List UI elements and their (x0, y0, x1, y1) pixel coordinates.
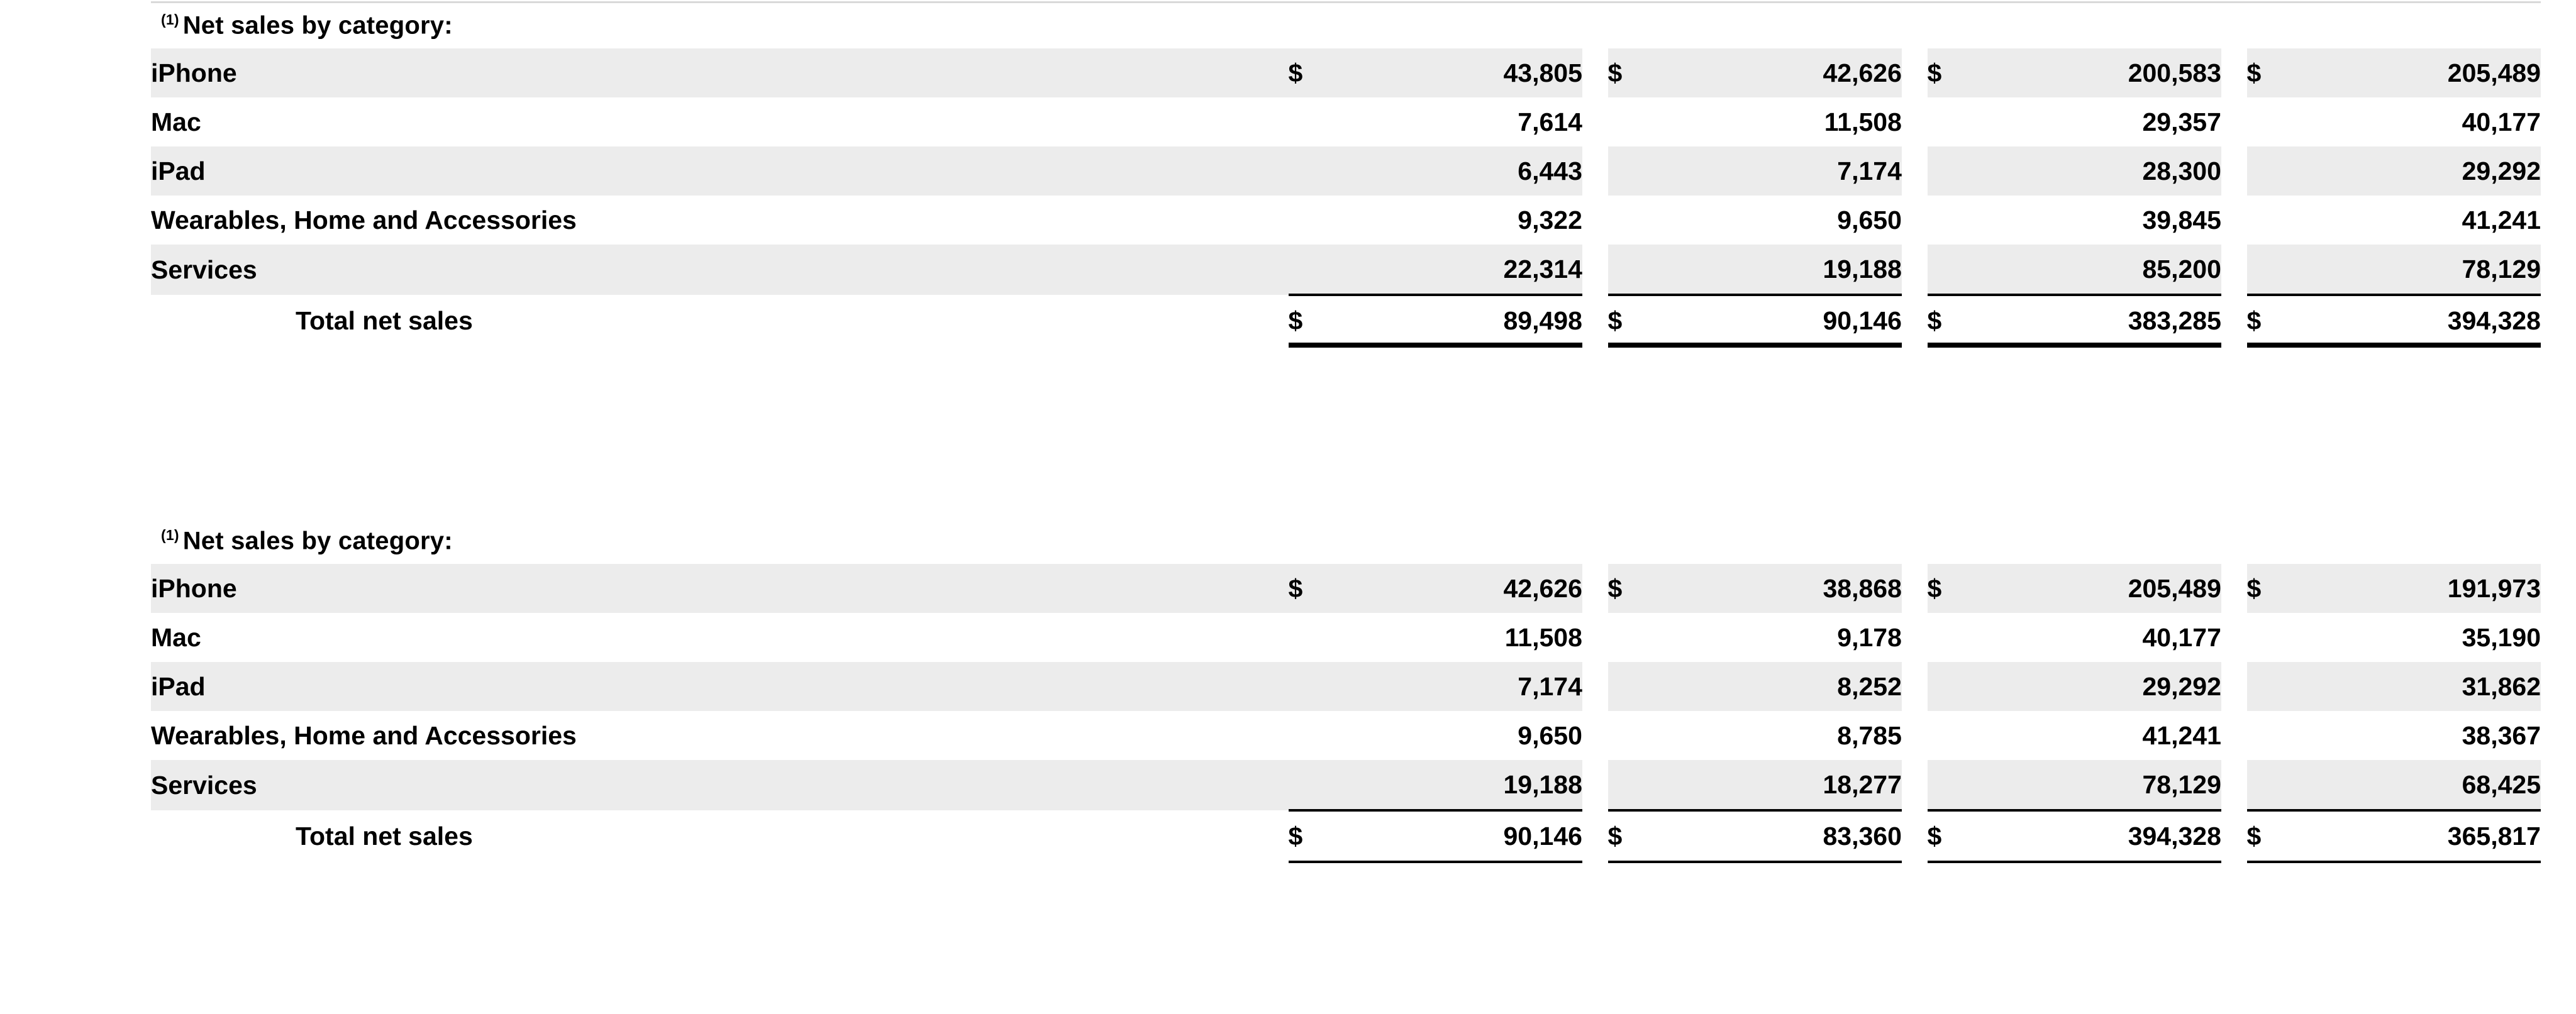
currency-symbol (1608, 146, 1679, 196)
value-cell: 78,129 (2317, 245, 2541, 295)
currency-symbol (2247, 760, 2318, 810)
currency-symbol (1928, 97, 1998, 146)
column-gap (1582, 564, 1608, 613)
value-cell: 7,174 (1358, 662, 1582, 711)
row-label: Wearables, Home and Accessories (151, 711, 1289, 760)
value-cell: 7,174 (1678, 146, 1902, 196)
currency-symbol: $ (1608, 295, 1679, 346)
table-row (151, 97, 2541, 146)
top-divider (151, 1, 2541, 3)
currency-symbol (1289, 196, 1359, 245)
spacer (2317, 862, 2541, 912)
value-cell: 68,425 (2317, 760, 2541, 810)
row-label: iPhone (151, 564, 1289, 613)
currency-symbol (1289, 613, 1359, 662)
currency-symbol (2247, 711, 2318, 760)
column-gap (1582, 662, 1608, 711)
spacer (2247, 862, 2318, 912)
column-gap (1902, 97, 1928, 146)
currency-symbol (1289, 97, 1359, 146)
currency-symbol: $ (2247, 295, 2318, 346)
value-cell: 9,650 (1358, 711, 1582, 760)
column-gap (2221, 295, 2247, 346)
table-row (151, 564, 2541, 613)
row-label: Wearables, Home and Accessories (151, 196, 1289, 245)
value-cell: 11,508 (1678, 97, 1902, 146)
table-row (151, 146, 2541, 196)
column-gap (2221, 810, 2247, 862)
value-cell: 8,785 (1678, 711, 1902, 760)
currency-symbol: $ (2247, 810, 2318, 862)
total-value-cell: 90,146 (1358, 810, 1582, 862)
value-cell: 7,614 (1358, 97, 1582, 146)
column-gap (2221, 196, 2247, 245)
currency-symbol (1608, 662, 1679, 711)
value-cell: 42,626 (1678, 48, 1902, 97)
currency-symbol: $ (1608, 810, 1679, 862)
column-gap (2221, 146, 2247, 196)
value-cell: 38,367 (2317, 711, 2541, 760)
value-cell: 41,241 (2317, 196, 2541, 245)
table-caption-1 (151, 11, 2541, 40)
value-cell: 43,805 (1358, 48, 1582, 97)
column-gap (2221, 662, 2247, 711)
value-cell: 191,973 (2317, 564, 2541, 613)
table-caption-text-1: Net sales by category: (182, 11, 453, 40)
currency-symbol (2247, 97, 2318, 146)
total-value-cell: 383,285 (1997, 295, 2221, 346)
value-cell: 78,129 (1997, 760, 2221, 810)
column-gap (1902, 295, 1928, 346)
column-gap (2221, 613, 2247, 662)
column-gap (1582, 862, 1608, 912)
total-value-cell: 365,817 (2317, 810, 2541, 862)
column-gap (1902, 564, 1928, 613)
spacer (1928, 862, 1998, 912)
financial-table-2 (151, 564, 2541, 912)
column-gap (1902, 662, 1928, 711)
bottom-rule-row (151, 862, 2541, 912)
table-caption-2 (151, 527, 2541, 555)
row-label: Services (151, 245, 1289, 295)
currency-symbol (1608, 196, 1679, 245)
value-cell: 9,650 (1678, 196, 1902, 245)
column-gap (1902, 613, 1928, 662)
column-gap (2221, 760, 2247, 810)
value-cell: 18,277 (1678, 760, 1902, 810)
spacer (1678, 862, 1902, 912)
column-gap (1582, 245, 1608, 295)
value-cell: 19,188 (1678, 245, 1902, 295)
value-cell: 41,241 (1997, 711, 2221, 760)
table-row (151, 245, 2541, 295)
row-label: Mac (151, 97, 1289, 146)
column-gap (1902, 862, 1928, 912)
column-gap (1902, 810, 1928, 862)
column-gap (2221, 862, 2247, 912)
value-cell: 9,322 (1358, 196, 1582, 245)
table-row (151, 760, 2541, 810)
net-sales-table-block-2 (151, 527, 2541, 912)
currency-symbol: $ (1928, 564, 1998, 613)
currency-symbol (1928, 711, 1998, 760)
total-value-cell: 394,328 (1997, 810, 2221, 862)
value-cell: 42,626 (1358, 564, 1582, 613)
financial-table-1 (151, 48, 2541, 348)
value-cell: 8,252 (1678, 662, 1902, 711)
spacer (1997, 862, 2221, 912)
spacer (1358, 862, 1582, 912)
currency-symbol (1289, 245, 1359, 295)
value-cell: 29,357 (1997, 97, 2221, 146)
value-cell: 31,862 (2317, 662, 2541, 711)
currency-symbol (1289, 662, 1359, 711)
currency-symbol (1608, 760, 1679, 810)
currency-symbol: $ (1608, 564, 1679, 613)
total-row (151, 295, 2541, 346)
total-value-cell: 90,146 (1678, 295, 1902, 346)
column-gap (1582, 97, 1608, 146)
currency-symbol: $ (2247, 564, 2318, 613)
total-value-cell: 83,360 (1678, 810, 1902, 862)
column-gap (1582, 196, 1608, 245)
currency-symbol: $ (2247, 48, 2318, 97)
value-cell: 200,583 (1997, 48, 2221, 97)
value-cell: 38,868 (1678, 564, 1902, 613)
value-cell: 9,178 (1678, 613, 1902, 662)
total-label: Total net sales (151, 295, 1289, 346)
currency-symbol (1289, 711, 1359, 760)
currency-symbol (1289, 146, 1359, 196)
column-gap (2221, 711, 2247, 760)
currency-symbol (1608, 97, 1679, 146)
currency-symbol (2247, 146, 2318, 196)
column-gap (1902, 760, 1928, 810)
value-cell: 22,314 (1358, 245, 1582, 295)
currency-symbol (2247, 196, 2318, 245)
row-label: iPhone (151, 48, 1289, 97)
currency-symbol: $ (1928, 295, 1998, 346)
total-value-cell: 89,498 (1358, 295, 1582, 346)
value-cell: 39,845 (1997, 196, 2221, 245)
currency-symbol (1928, 613, 1998, 662)
value-cell: 205,489 (1997, 564, 2221, 613)
value-cell: 29,292 (2317, 146, 2541, 196)
spacer (151, 862, 1289, 912)
total-value-cell: 394,328 (2317, 295, 2541, 346)
column-gap (1902, 245, 1928, 295)
value-cell: 11,508 (1358, 613, 1582, 662)
footnote-marker-2: (1) (161, 527, 179, 543)
table-row (151, 48, 2541, 97)
column-gap (1582, 760, 1608, 810)
value-cell: 19,188 (1358, 760, 1582, 810)
column-gap (2221, 564, 2247, 613)
column-gap (2221, 97, 2247, 146)
table-caption-text-2: Net sales by category: (182, 527, 453, 555)
column-gap (1582, 146, 1608, 196)
net-sales-table-block-1 (151, 11, 2541, 348)
value-cell: 40,177 (1997, 613, 2221, 662)
spacer (1289, 862, 1359, 912)
row-label: Mac (151, 613, 1289, 662)
table-row (151, 196, 2541, 245)
column-gap (1582, 48, 1608, 97)
column-gap (1582, 810, 1608, 862)
currency-symbol: $ (1928, 48, 1998, 97)
table-row (151, 711, 2541, 760)
value-cell: 6,443 (1358, 146, 1582, 196)
currency-symbol (1608, 711, 1679, 760)
table-row (151, 662, 2541, 711)
value-cell: 40,177 (2317, 97, 2541, 146)
row-label: iPad (151, 146, 1289, 196)
column-gap (1582, 613, 1608, 662)
column-gap (2221, 245, 2247, 295)
currency-symbol (2247, 613, 2318, 662)
value-cell: 85,200 (1997, 245, 2221, 295)
currency-symbol: $ (1289, 48, 1359, 97)
column-gap (1902, 196, 1928, 245)
column-gap (1582, 711, 1608, 760)
currency-symbol (1928, 196, 1998, 245)
column-gap (1582, 295, 1608, 346)
table-row (151, 613, 2541, 662)
footnote-marker-1: (1) (161, 11, 179, 28)
currency-symbol (2247, 662, 2318, 711)
currency-symbol (1928, 662, 1998, 711)
value-cell: 205,489 (2317, 48, 2541, 97)
currency-symbol: $ (1289, 295, 1359, 346)
column-gap (1902, 711, 1928, 760)
total-label: Total net sales (151, 810, 1289, 862)
currency-symbol (1928, 760, 1998, 810)
currency-symbol (1608, 245, 1679, 295)
currency-symbol: $ (1928, 810, 1998, 862)
currency-symbol (1928, 146, 1998, 196)
currency-symbol (1289, 760, 1359, 810)
currency-symbol (1608, 613, 1679, 662)
column-gap (1902, 48, 1928, 97)
value-cell: 29,292 (1997, 662, 2221, 711)
row-label: iPad (151, 662, 1289, 711)
value-cell: 35,190 (2317, 613, 2541, 662)
currency-symbol (2247, 245, 2318, 295)
column-gap (2221, 48, 2247, 97)
spacer (1608, 862, 1679, 912)
currency-symbol: $ (1289, 810, 1359, 862)
currency-symbol: $ (1608, 48, 1679, 97)
currency-symbol (1928, 245, 1998, 295)
column-gap (1902, 146, 1928, 196)
currency-symbol: $ (1289, 564, 1359, 613)
total-row (151, 810, 2541, 862)
value-cell: 28,300 (1997, 146, 2221, 196)
row-label: Services (151, 760, 1289, 810)
